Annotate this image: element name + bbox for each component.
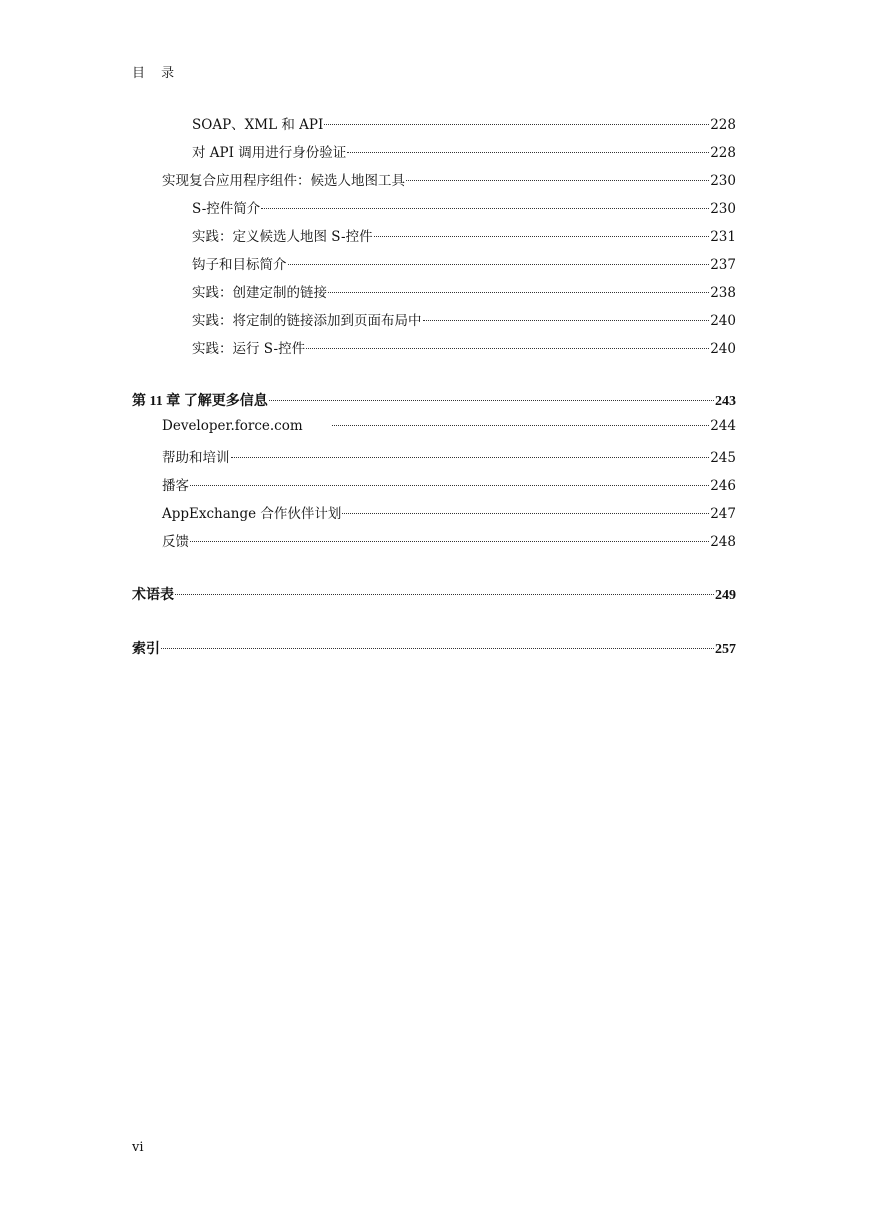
- toc-leader-dots: [190, 541, 709, 542]
- section-spacer: [132, 612, 736, 638]
- toc-entry-title: 实现复合应用程序组件：候选人地图工具: [162, 173, 405, 189]
- toc-section: [132, 390, 736, 558]
- toc-leader-dots: [161, 648, 714, 649]
- toc-leader-dots: [175, 594, 714, 595]
- toc-entry-page: 246: [710, 478, 736, 494]
- toc-entry[interactable]: [132, 141, 736, 169]
- table-of-contents: [132, 113, 736, 666]
- toc-leader-dots: [190, 485, 709, 486]
- toc-entry[interactable]: [132, 418, 736, 446]
- toc-entry-page: 238: [710, 285, 736, 301]
- toc-entry[interactable]: [132, 225, 736, 253]
- toc-entry-title: 索引: [132, 642, 160, 657]
- toc-chapter-entry[interactable]: [132, 584, 736, 612]
- toc-entry-page: 245: [710, 450, 736, 466]
- toc-entry-page: 228: [710, 145, 736, 161]
- toc-entry[interactable]: [132, 309, 736, 337]
- toc-leader-dots: [347, 152, 709, 153]
- toc-entry-page: 237: [710, 257, 736, 273]
- toc-entry-page: 228: [710, 117, 736, 133]
- toc-chapter-entry[interactable]: [132, 638, 736, 666]
- page-number: vi: [132, 1140, 144, 1155]
- toc-entry[interactable]: [132, 197, 736, 225]
- toc-leader-dots: [269, 400, 714, 401]
- toc-entry[interactable]: [132, 474, 736, 502]
- toc-entry-page: 247: [710, 506, 736, 522]
- toc-entry-page: 240: [710, 341, 736, 357]
- toc-entry[interactable]: [132, 113, 736, 141]
- toc-section: [132, 113, 736, 365]
- toc-entry-page: 257: [715, 642, 736, 657]
- toc-entry[interactable]: [132, 253, 736, 281]
- toc-leader-dots: [231, 457, 710, 458]
- running-head: 目 录: [132, 66, 181, 81]
- toc-entry[interactable]: [132, 530, 736, 558]
- toc-entry-title: 实践：将定制的链接添加到页面布局中: [192, 313, 422, 329]
- toc-entry[interactable]: [132, 502, 736, 530]
- toc-leader-dots: [342, 513, 709, 514]
- toc-leader-dots: [406, 180, 709, 181]
- toc-entry-title: 反馈: [162, 534, 189, 550]
- toc-entry-title: 第 11 章 了解更多信息: [132, 394, 268, 409]
- toc-entry-title: SOAP、XML 和 API: [192, 117, 324, 133]
- toc-leader-dots: [423, 320, 710, 321]
- toc-entry-title: 实践：创建定制的链接: [192, 285, 327, 301]
- toc-entry-page: 230: [710, 201, 736, 217]
- toc-leader-dots: [332, 425, 710, 426]
- toc-entry-page: 248: [710, 534, 736, 550]
- section-spacer: [132, 558, 736, 584]
- toc-section: [132, 638, 736, 666]
- toc-entry[interactable]: [132, 337, 736, 365]
- section-spacer: [132, 365, 736, 390]
- toc-entry-title: AppExchange 合作伙伴计划: [162, 506, 342, 522]
- toc-section: [132, 584, 736, 612]
- toc-leader-dots: [306, 348, 709, 349]
- toc-entry-title: S-控件简介: [192, 201, 261, 217]
- toc-leader-dots: [328, 292, 709, 293]
- toc-entry-title: 播客: [162, 478, 189, 494]
- toc-entry-page: 244: [710, 418, 736, 434]
- toc-entry-title: 实践：定义候选人地图 S-控件: [192, 229, 373, 245]
- toc-chapter-entry[interactable]: [132, 390, 736, 418]
- toc-leader-dots: [288, 264, 710, 265]
- toc-entry-title: Developer.force.com: [162, 418, 303, 434]
- toc-entry-title: 实践：运行 S-控件: [192, 341, 306, 357]
- toc-entry-title: 帮助和培训: [162, 450, 230, 466]
- toc-entry[interactable]: [132, 446, 736, 474]
- toc-leader-dots: [324, 124, 709, 125]
- toc-entry-page: 249: [715, 588, 736, 603]
- toc-entry-title: 术语表: [132, 588, 174, 603]
- toc-entry[interactable]: [132, 169, 736, 197]
- toc-entry-page: 230: [710, 173, 736, 189]
- toc-entry-page: 243: [715, 394, 736, 409]
- toc-leader-dots: [261, 208, 709, 209]
- toc-entry-page: 240: [710, 313, 736, 329]
- toc-entry-title: 对 API 调用进行身份验证: [192, 145, 347, 161]
- toc-leader-dots: [374, 236, 710, 237]
- toc-entry[interactable]: [132, 281, 736, 309]
- toc-entry-title: 钩子和目标简介: [192, 257, 287, 273]
- toc-entry-page: 231: [710, 229, 736, 245]
